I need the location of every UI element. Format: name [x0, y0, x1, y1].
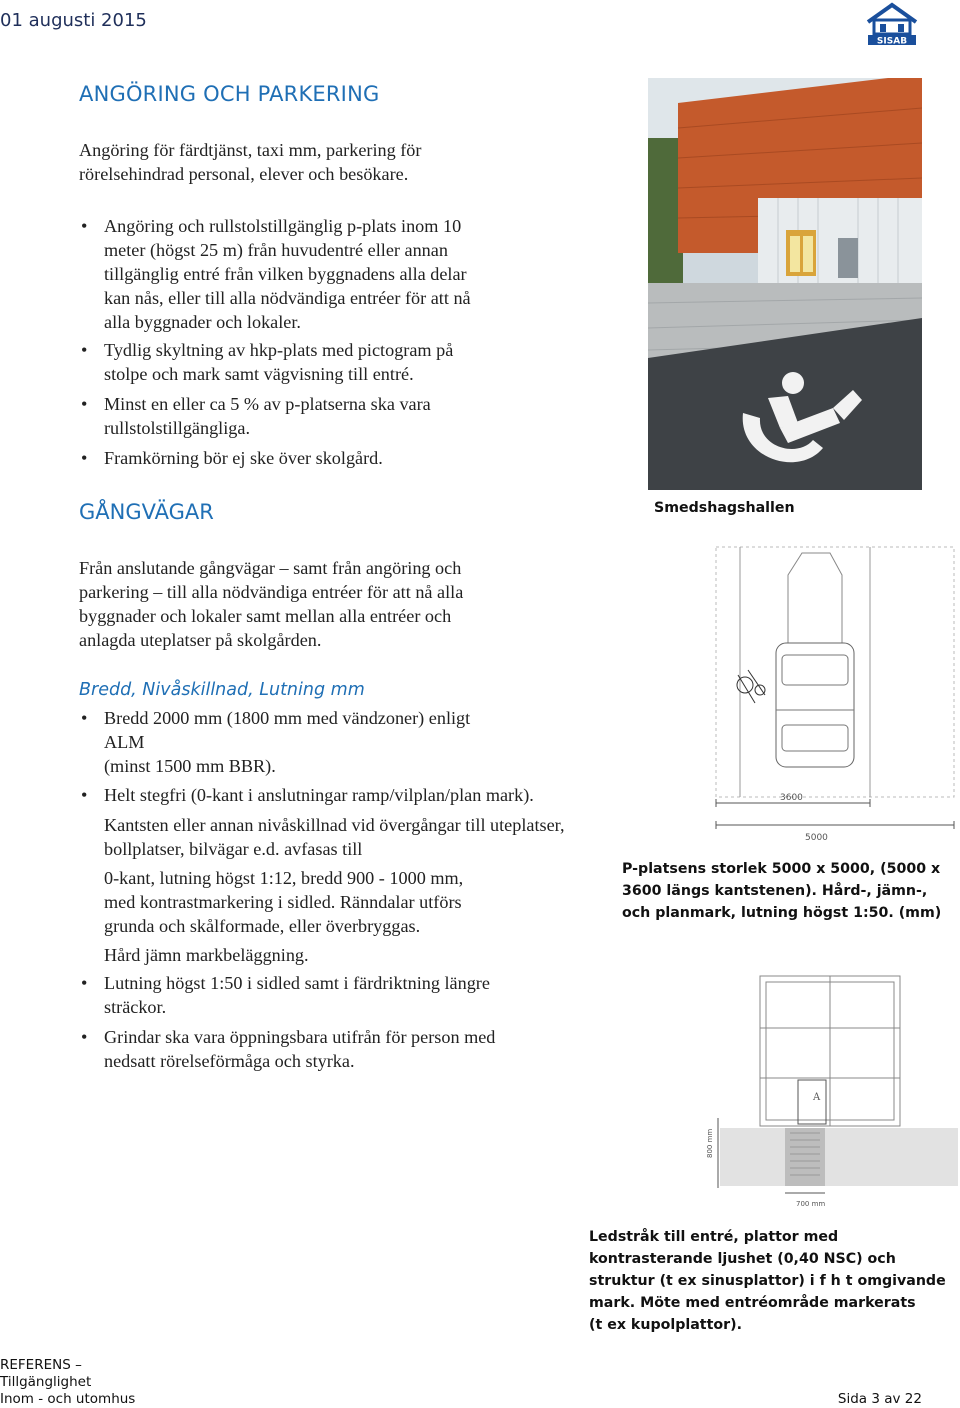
- list-line: • Minst en eller ca 5 % av p-platserna ska vara: [104, 394, 431, 414]
- parking-caption: [622, 858, 942, 924]
- section2-para2: [104, 866, 624, 938]
- header-date: 01 augusti 2015: [0, 10, 147, 31]
- list-item: [79, 783, 699, 807]
- list-line: • Bredd 2000 mm (1800 mm med vändzoner) enligt: [104, 708, 471, 728]
- caption-line: 3600 längs kantstenen). Hård-, jämn-,: [622, 883, 928, 899]
- list-line: kan nås, eller till alla nödvändiga entréer för att nå: [104, 288, 471, 308]
- list-line: (minst 1500 mm BBR).: [104, 756, 276, 776]
- list-line: stolpe och mark samt vägvisning till entré.: [104, 364, 414, 384]
- list-item: [79, 706, 699, 778]
- list-line: • Angöring och rullstolstillgänglig p-plats inom 10: [104, 216, 462, 236]
- photo-caption: Smedshagshallen: [654, 500, 795, 516]
- caption-line: Ledstråk till entré, plattor med: [589, 1229, 839, 1245]
- intro-line: Från anslutande gångvägar – samt från angöring och: [79, 558, 462, 578]
- footer-reference: [0, 1357, 135, 1408]
- intro-line: parkering – till alla nödvändiga entréer för att nå alla: [79, 582, 464, 602]
- list-line: alla byggnader och lokaler.: [104, 312, 301, 332]
- list-line: tillgänglig entré från vilken byggnadens alla delar: [104, 264, 467, 284]
- entrance-drawing: [700, 968, 960, 1213]
- caption-line: (t ex kupolplattor).: [589, 1317, 742, 1333]
- caption-line: struktur (t ex sinusplattor) i f h t omgivande: [589, 1273, 946, 1289]
- door-label: A: [813, 1092, 821, 1103]
- list-line: • Helt stegfri (0-kant i anslutningar ramp/vilplan/plan mark).: [104, 785, 534, 805]
- section2-intro: [79, 556, 639, 652]
- dim-label-700: 700 mm: [796, 1200, 826, 1208]
- dim-label-800: 800 mm: [706, 1128, 714, 1158]
- list-line: • Framkörning bör ej ske över skolgård.: [104, 448, 383, 468]
- intro-line: byggnader och lokaler samt mellan alla entréer och: [79, 606, 452, 626]
- caption-line: och planmark, lutning högst 1:50. (mm): [622, 905, 942, 921]
- list-line: ALM: [104, 732, 145, 752]
- list-item: [79, 1025, 639, 1073]
- footer-line: Tillgänglighet: [0, 1374, 92, 1390]
- entrance-caption: [589, 1226, 949, 1336]
- intro-line: anlagda uteplatser på skolgården.: [79, 630, 322, 650]
- section2-bullets-b: [79, 971, 639, 1073]
- parking-space-drawing: [710, 545, 960, 845]
- section2-bullets-a: [79, 706, 699, 807]
- section2-para3: Hård jämn markbeläggning.: [104, 945, 309, 965]
- intro-line: rörelsehindrad personal, elever och besökare.: [79, 164, 409, 184]
- section1-bullets: [79, 214, 639, 470]
- text-line: med kontrastmarkering i sidled. Ränndalar utförs: [104, 892, 462, 912]
- list-line: meter (högst 25 m) från huvudentré eller annan: [104, 240, 448, 260]
- list-item: [79, 446, 639, 470]
- list-line: • Lutning högst 1:50 i sidled samt i färdriktning längre: [104, 973, 490, 993]
- dim-label-5000: 5000: [805, 833, 828, 843]
- caption-line: kontrasterande ljushet (0,40 NSC) och: [589, 1251, 896, 1267]
- dim-label-3600: 3600: [780, 793, 803, 803]
- list-item: [79, 338, 639, 386]
- section1-intro: [79, 138, 619, 186]
- section-title-angoring: ANGÖRING OCH PARKERING: [79, 82, 380, 106]
- list-line: sträckor.: [104, 997, 167, 1017]
- intro-line: Angöring för färdtjänst, taxi mm, parkering för: [79, 140, 422, 160]
- photo-smedshagshallen: [648, 78, 922, 490]
- text-line: 0-kant, lutning högst 1:12, bredd 900 - 1000 mm,: [104, 868, 464, 888]
- section-title-gangvagar: GÅNGVÄGAR: [79, 500, 214, 524]
- text-line: Kantsten eller annan nivåskillnad vid övergångar till uteplatser,: [104, 815, 565, 835]
- caption-line: P-platsens storlek 5000 x 5000, (5000 x: [622, 861, 941, 877]
- list-line: nedsatt rörelseförmåga och styrka.: [104, 1051, 355, 1071]
- list-item: [79, 971, 639, 1019]
- list-line: • Grindar ska vara öppningsbara utifrån för person med: [104, 1027, 496, 1047]
- page-number: Sida 3 av 22: [837, 1391, 922, 1407]
- list-item: [79, 214, 639, 334]
- text-line: grunda och skålformade, eller överbryggas.: [104, 916, 421, 936]
- list-line: rullstolstillgängliga.: [104, 418, 250, 438]
- list-line: • Tydlig skyltning av hkp-plats med pictogram på: [104, 340, 454, 360]
- footer-line: REFERENS –: [0, 1357, 82, 1373]
- logo-text: SISAB: [876, 36, 908, 46]
- footer-line: Inom - och utomhus: [0, 1391, 136, 1407]
- section2-para1: [104, 813, 724, 861]
- list-item: [79, 392, 639, 440]
- sisab-logo: [864, 2, 920, 46]
- subheading-bredd: Bredd, Nivåskillnad, Lutning mm: [79, 680, 365, 700]
- caption-line: mark. Möte med entréområde markerats: [589, 1295, 916, 1311]
- text-line: bollplatser, bilvägar e.d. avfasas till: [104, 839, 363, 859]
